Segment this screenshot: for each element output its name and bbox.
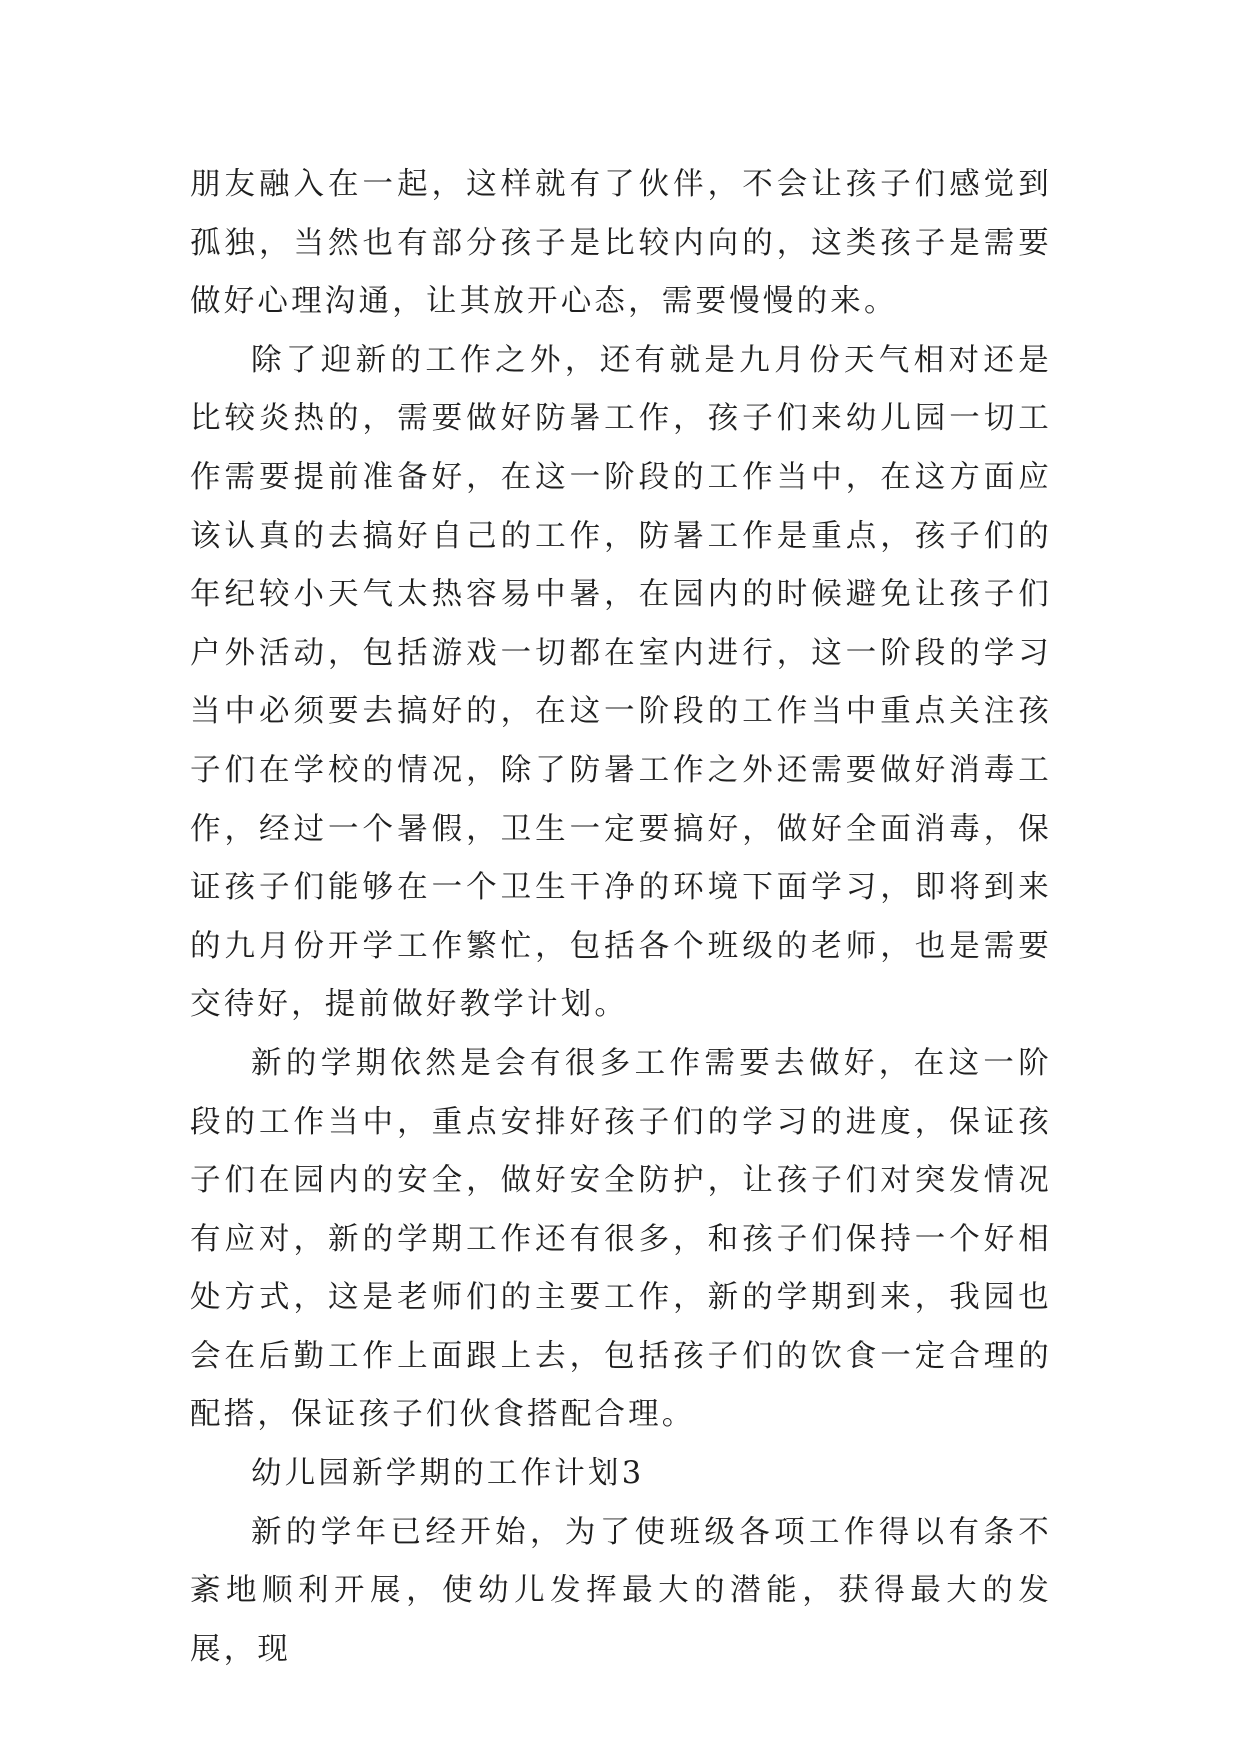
document-body: [190, 156, 1052, 1679]
paragraph-heatstroke-prevention: 除了迎新的工作之外，还有就是九月份天气相对还是比较炎热的，需要做好防暑工作，孩子们来幼儿园一切工作需要提前准备好，在这一阶段的工作当中，在这方面应该认真的去搞好自己的工作，防暑工作是重点，孩子们的年纪较小天气太热容易中暑，在园内的时候避免让孩子们户外活动，包括游戏一切都在室内进行，这一阶段的学习当中必须要去搞好的，在这一阶段的工作当中重点关注孩子们在学校的情况，除了防暑工作之外还需要做好消毒工作，经过一个暑假，卫生一定要搞好，做好全面消毒，保证孩子们能够在一个卫生干净的环境下面学习，即将到来的九月份开学工作繁忙，包括各个班级的老师，也是需要交待好，提前做好教学计划。: [190, 342, 1052, 1023]
paragraph-new-school-year: 新的学年已经开始，为了使班级各项工作得以有条不紊地顺利开展，使幼儿发挥最大的潜能，获得最大的发展，现: [190, 1514, 1052, 1667]
paragraph-continuation: 朋友融入在一起，这样就有了伙伴，不会让孩子们感觉到孤独，当然也有部分孩子是比较内向的，这类孩子是需要做好心理沟通，让其放开心态，需要慢慢的来。: [190, 167, 1052, 320]
section-heading: 幼儿园新学期的工作计划3: [251, 1456, 645, 1492]
paragraph-new-semester-work: 新的学期依然是会有很多工作需要去做好，在这一阶段的工作当中，重点安排好孩子们的学习的进度，保证孩子们在园内的安全，做好安全防护，让孩子们对突发情况有应对，新的学期工作还有很多，和孩子们保持一个好相处方式，这是老师们的主要工作，新的学期到来，我园也会在后勤工作上面跟上去，包括孩子们的饮食一定合理的配搭，保证孩子们伙食搭配合理。: [190, 1045, 1052, 1433]
